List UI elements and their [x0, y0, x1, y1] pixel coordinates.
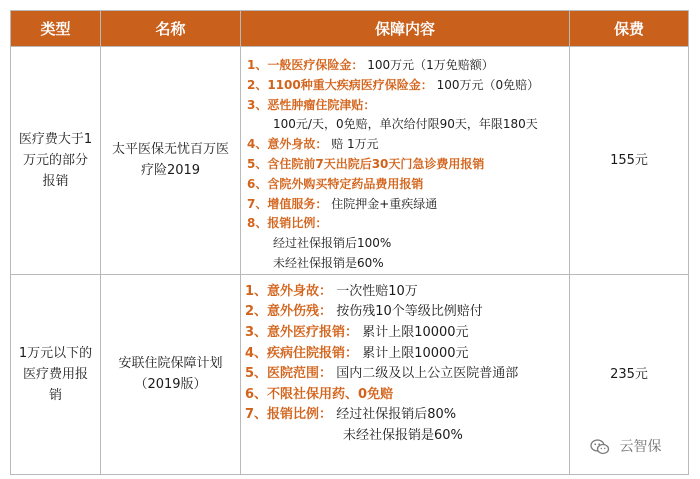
coverage-item-subline: 未经社保报销是60%: [343, 427, 463, 443]
plan-name-cell: [101, 274, 241, 474]
coverage-item-detail: 赔 1万元: [331, 137, 379, 152]
coverage-item: [245, 385, 569, 406]
coverage-item-number: 5、: [247, 156, 268, 171]
plan-content-cell: [241, 47, 570, 275]
coverage-item-title: 意外身故：: [267, 137, 328, 152]
coverage-item-detail: 累计上限10000元: [362, 345, 469, 361]
plan-type-cell: [11, 274, 101, 474]
table-row: [11, 274, 689, 474]
coverage-item-detail: 100万元（0免赔）: [436, 77, 540, 92]
coverage-item: [245, 364, 569, 385]
coverage-item-number: 2、: [247, 77, 268, 92]
coverage-item-title: 意外身故：: [267, 283, 333, 299]
coverage-item: [247, 56, 569, 76]
plan-fee: 235元: [610, 366, 648, 382]
plan-type: 1万元以下的医疗费用报销: [18, 345, 93, 403]
coverage-item-detail: 一次性赔10万: [336, 283, 418, 299]
coverage-item-title: 一般医疗保险金：: [267, 58, 364, 72]
coverage-item-number: 4、: [245, 345, 268, 361]
coverage-item-title: 含住院前7天出院后30天门急诊费用报销: [267, 156, 485, 171]
plan-type: 医疗费大于1万元的部分报销: [18, 131, 93, 189]
coverage-item: [247, 195, 569, 215]
wechat-icon: [590, 439, 619, 455]
coverage-item: [245, 405, 569, 446]
coverage-item-number: 1、: [247, 58, 268, 72]
coverage-item: [247, 135, 569, 155]
coverage-item: [247, 175, 569, 195]
coverage-item-title: 意外医疗报销：: [267, 324, 359, 340]
coverage-item: [245, 282, 569, 303]
plan-fee: 155元: [610, 152, 648, 168]
coverage-item: [245, 323, 569, 344]
coverage-item-title: 增值服务：: [267, 196, 328, 211]
coverage-item-title: 意外伤残：: [267, 304, 333, 320]
coverage-item-subline: 未经社保报销是60%: [273, 255, 384, 270]
coverage-item-subline: 100元/天，0免赔，单次给付限90天，年限180天: [273, 117, 538, 132]
coverage-item-detail: 国内二级及以上公立医院普通部: [336, 366, 519, 382]
coverage-item-subline: 经过社保报销后100%: [273, 236, 392, 251]
coverage-item-detail: 100万元（1万免赔额）: [367, 58, 494, 72]
watermark: [590, 436, 661, 456]
coverage-item-number: 7、: [245, 407, 268, 423]
coverage-item-title: 报销比例：: [267, 407, 333, 423]
header-type: 类型: [11, 11, 101, 47]
coverage-item-detail: 按伤残10个等级比例赔付: [336, 304, 483, 320]
coverage-item-detail: 累计上限10000元: [362, 324, 469, 340]
plan-name-cell: [101, 47, 241, 275]
plan-name: 安联住院保障计划（2019版）: [118, 356, 223, 393]
coverage-item-detail: 经过社保报销后80%: [336, 407, 457, 423]
coverage-item-number: 3、: [247, 97, 268, 112]
coverage-item-detail: 住院押金+重疾绿通: [331, 196, 438, 211]
coverage-item-title: 医院范围：: [267, 366, 333, 382]
coverage-item: [245, 302, 569, 323]
coverage-item-title: 含院外购买特定药品费用报销: [267, 176, 424, 191]
coverage-item-number: 7、: [247, 196, 268, 211]
coverage-item-title: 恶性肿瘤住院津贴：: [267, 97, 376, 112]
coverage-item-number: 1、: [245, 283, 268, 299]
coverage-list: [241, 275, 569, 447]
coverage-item-number: 8、: [247, 216, 268, 231]
coverage-item-title: 疾病住院报销：: [267, 345, 359, 361]
coverage-item-number: 2、: [245, 304, 268, 320]
plan-content-cell: [241, 274, 570, 474]
coverage-item: [247, 76, 569, 96]
coverage-item-number: 3、: [245, 324, 268, 340]
header-content: 保障内容: [241, 11, 570, 47]
coverage-item: [247, 155, 569, 175]
header-fee: 保费: [570, 11, 689, 47]
plan-name: 太平医保无忧百万医疗险2019: [111, 142, 229, 179]
coverage-item-title: 不限社保用药、0免赔: [267, 386, 394, 402]
table-header-row: [11, 11, 689, 47]
plan-fee-cell: [570, 47, 689, 275]
coverage-item-title: 1100种重大疾病医疗保险金：: [267, 77, 433, 92]
coverage-item: [245, 344, 569, 365]
coverage-item: [247, 96, 569, 136]
coverage-item: [247, 214, 569, 273]
table-row: [11, 47, 689, 275]
coverage-item-number: 6、: [247, 176, 268, 191]
watermark-text: 云智保: [619, 439, 662, 455]
coverage-item-number: 5、: [245, 366, 268, 382]
plan-type-cell: [11, 47, 101, 275]
coverage-list: [241, 47, 569, 274]
coverage-item-number: 6、: [245, 386, 268, 402]
header-name: 名称: [101, 11, 241, 47]
coverage-item-title: 报销比例：: [267, 216, 328, 231]
insurance-comparison-table: [10, 10, 689, 475]
coverage-item-number: 4、: [247, 137, 268, 152]
